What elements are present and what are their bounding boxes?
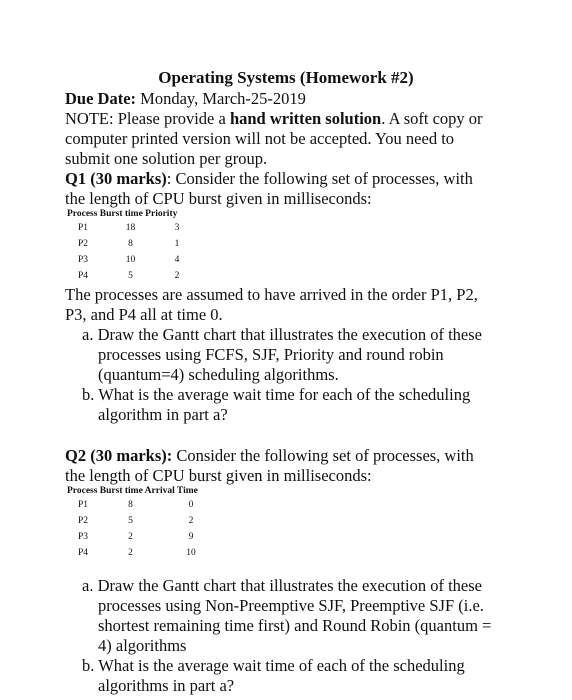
table-cell: 2 bbox=[128, 548, 133, 558]
table-cell: P4 bbox=[77, 271, 89, 281]
page-title: Operating Systems (Homework #2) bbox=[158, 68, 414, 87]
q2-table-header: Process Burst time Arrival Time bbox=[67, 486, 198, 496]
table-cell: P1 bbox=[77, 500, 89, 510]
table-cell: 10 bbox=[125, 255, 136, 265]
note-text-end: . A soft copy or bbox=[381, 109, 483, 128]
q1-text-line-2: the length of CPU burst given in milliseconds: bbox=[65, 189, 372, 208]
q2-heading bbox=[65, 446, 474, 466]
due-date-line bbox=[65, 89, 306, 109]
table-cell: P4 bbox=[77, 548, 89, 558]
table-cell: P2 bbox=[77, 239, 89, 249]
q1-part-b-line-1: b. What is the average wait time for each of the scheduling bbox=[82, 385, 471, 404]
table-cell: P3 bbox=[77, 532, 89, 542]
table-cell: 8 bbox=[128, 500, 133, 510]
q2-process-table bbox=[63, 497, 224, 561]
q2-text-line-2: the length of CPU burst given in milliseconds: bbox=[65, 466, 372, 485]
q2-part-a-line-4: 4) algorithms bbox=[98, 636, 187, 655]
q2-part-a-line-1: a. Draw the Gantt chart that illustrates the execution of these bbox=[82, 576, 482, 595]
q1-part-b-line-2: algorithm in part a? bbox=[98, 405, 228, 424]
q2-part-a-line-3: shortest remaining time first) and Round Robin (quantum = bbox=[98, 616, 492, 635]
q2-label: Q2 (30 marks): bbox=[65, 446, 173, 465]
table-row bbox=[63, 513, 224, 529]
table-cell: P3 bbox=[77, 255, 89, 265]
q1-part-a-line-2: processes using FCFS, SJF, Priority and round robin bbox=[98, 345, 444, 364]
note-line-3: submit one solution per group. bbox=[65, 149, 268, 168]
q2-part-b-line-1: b. What is the average wait time of each of the scheduling bbox=[82, 656, 465, 675]
table-cell: 8 bbox=[128, 239, 133, 249]
table-cell: 18 bbox=[125, 223, 136, 233]
table-row bbox=[63, 545, 224, 561]
note-line-2: computer printed version will not be accepted. You need to bbox=[65, 129, 455, 148]
table-cell: 3 bbox=[174, 223, 180, 233]
q1-label: Q1 (30 marks) bbox=[65, 169, 167, 188]
table-cell: 5 bbox=[128, 271, 133, 281]
table-cell: 1 bbox=[174, 239, 180, 249]
q1-text: : Consider the following set of processes, with bbox=[166, 169, 473, 188]
q1-after-line-2: P3, and P4 all at time 0. bbox=[65, 305, 223, 324]
table-cell: P1 bbox=[77, 223, 89, 233]
table-cell: 5 bbox=[128, 516, 133, 526]
table-row bbox=[63, 252, 196, 268]
q1-table-header: Process Burst time Priority bbox=[67, 209, 178, 219]
q2-text: Consider the following set of processes, with bbox=[172, 446, 474, 465]
q1-heading bbox=[65, 169, 473, 189]
table-cell: 2 bbox=[188, 516, 194, 526]
due-date-label: Due Date: bbox=[65, 89, 137, 108]
q1-after-line-1: The processes are assumed to have arrived in the order P1, P2, bbox=[65, 285, 478, 304]
table-cell: 9 bbox=[188, 532, 194, 542]
table-cell: 10 bbox=[186, 548, 196, 558]
table-cell: 2 bbox=[174, 271, 180, 281]
table-row bbox=[63, 268, 196, 284]
table-row bbox=[63, 236, 196, 252]
note-emphasis: hand written solution bbox=[229, 109, 382, 128]
q2-part-b-line-2: algorithms in part a? bbox=[98, 676, 235, 695]
q1-part-a-line-1: a. Draw the Gantt chart that illustrates the execution of these bbox=[82, 325, 482, 344]
due-date-value: Monday, March-25-2019 bbox=[136, 89, 306, 108]
table-row bbox=[63, 497, 224, 513]
table-cell: 0 bbox=[188, 500, 194, 510]
table-cell: 2 bbox=[128, 532, 133, 542]
q1-part-a-line-3: (quantum=4) scheduling algorithms. bbox=[98, 365, 339, 384]
note-text: NOTE: Please provide a bbox=[65, 109, 230, 128]
table-cell: P2 bbox=[77, 516, 89, 526]
note-line-1 bbox=[65, 109, 483, 129]
table-row bbox=[63, 529, 224, 545]
q1-process-table bbox=[63, 220, 196, 284]
table-row bbox=[63, 220, 196, 236]
table-cell: 4 bbox=[174, 255, 180, 265]
q2-part-a-line-2: processes using Non-Preemptive SJF, Preemptive SJF (i.e. bbox=[98, 596, 484, 615]
